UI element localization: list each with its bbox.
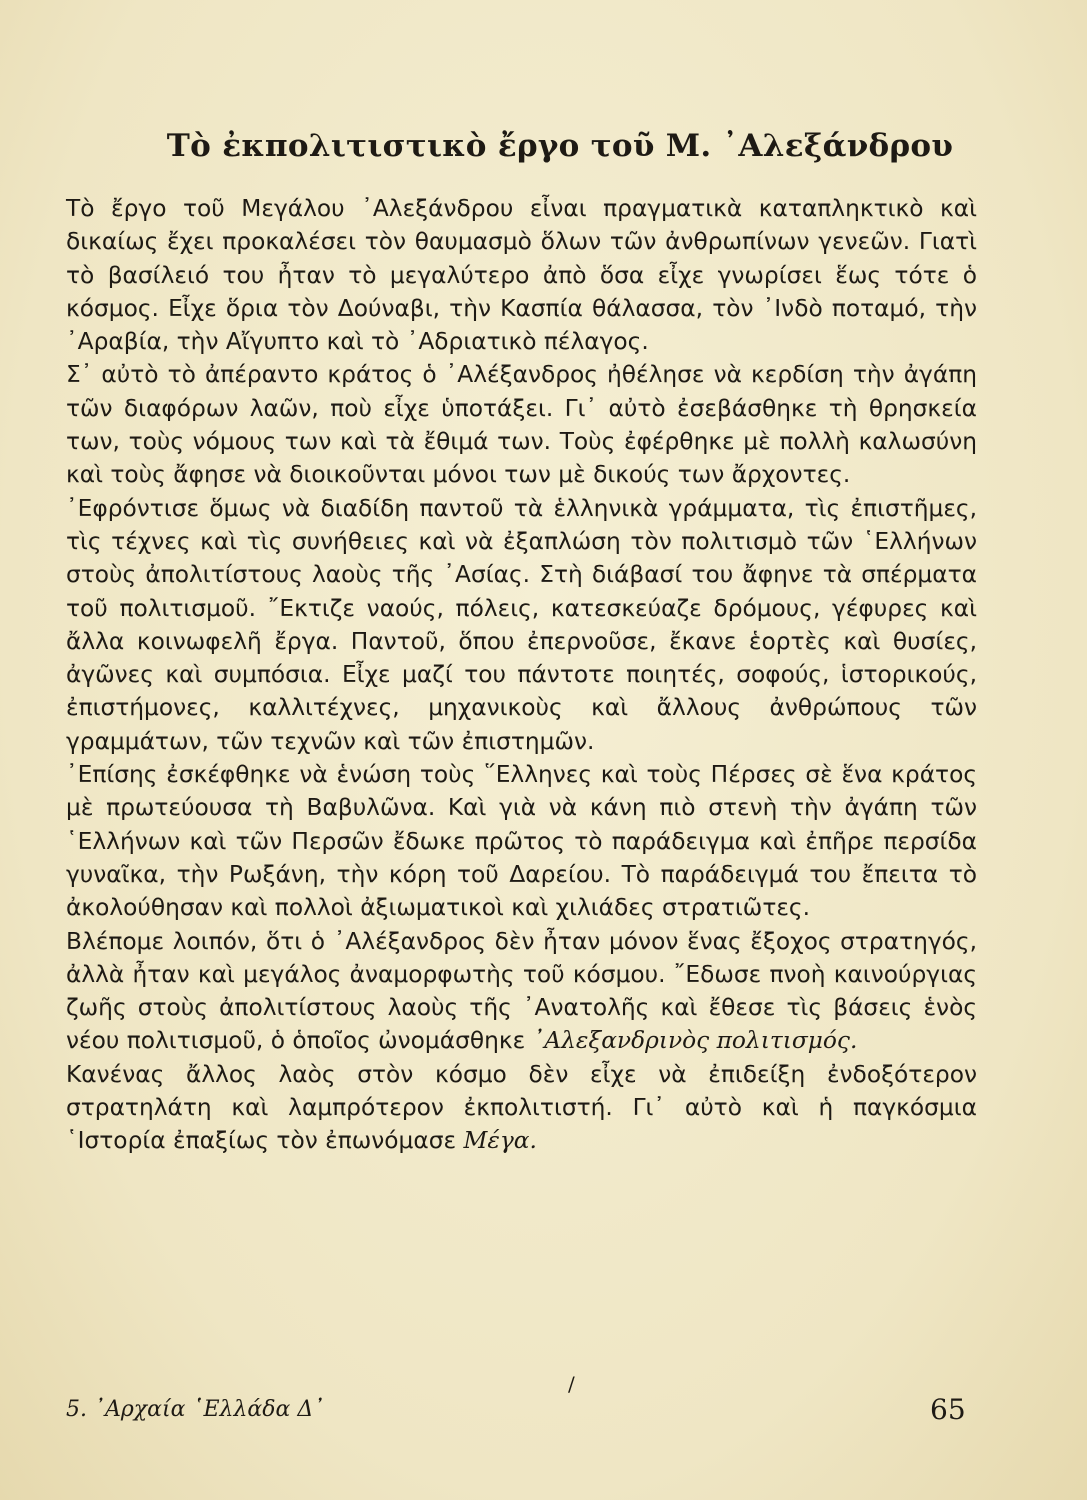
paragraph xyxy=(66,1058,977,1158)
paragraph-text: Βλέπομε λοιπόν, ὅτι ὁ ᾽Αλέξανδρος δὲν ἦταν μόνον ἕνας ἔξοχος στρατηγός, ἀλλὰ ἦταν καὶ μεγάλος ἀναμορφωτὴς τοῦ κόσμου. ῎Εδωσε πνοὴ καινούργιας ζωῆς στοὺς ἀπολιτίστους λαοὺς τῆς ᾽Ανατολῆς καὶ ἔθεσε τὶς βάσεις ἑνὸς νέου πολιτισμοῦ, ὁ ὁποῖος ὠνομάσθηκε xyxy=(66,927,977,1055)
paragraph-text: Κανένας ἄλλος λαὸς στὸν κόσμο δὲν εἶχε νὰ ἐπιδείξη ἐνδοξότερον στρατηλάτη καὶ λαμπρότερον ἐκπολιτιστή. Γι᾽ αὐτὸ καὶ ἡ παγκόσμια ῾Ιστορία ἐπαξίως τὸν ἐπωνόμασε xyxy=(66,1060,977,1155)
paragraph: Σ᾽ αὐτὸ τὸ ἀπέραντο κράτος ὁ ᾽Αλέξανδρος ἠθέλησε νὰ κερδίση τὴν ἀγάπη τῶν διαφόρων λαῶν, ποὺ εἶχε ὑποτάξει. Γι᾽ αὐτὸ ἐσεβάσθηκε τὴ θρησκεία των, τοὺς νόμους των καὶ τὰ ἔθιμά των. Τοὺς ἐφέρθηκε μὲ πολλὴ καλωσύνη καὶ τοὺς ἄφησε νὰ διοικοῦνται μόνοι των μὲ δικούς των ἄρχοντες. xyxy=(66,361,977,489)
pencil-mark: / xyxy=(568,1372,575,1396)
italic-term: ᾽Αλεξανδρινὸς πολιτισμός. xyxy=(532,1027,858,1055)
paragraph: Τὸ ἔργο τοῦ Μεγάλου ᾽Αλεξάνδρου εἶναι πραγματικὰ καταπληκτικὸ καὶ δικαίως ἔχει προκαλέσει τὸν θαυμασμὸ ὅλων τῶν ἀνθρωπίνων γενεῶν. Γιατὶ τὸ βασίλειό του ἦταν τὸ μεγαλύτερο ἀπὸ ὅσα εἶχε γνωρίσει ἕως τότε ὁ κόσμος. Εἶχε ὅρια τὸν Δούναβι, τὴν Κασπία θάλασσα, τὸν ᾽Ινδὸ ποταμό, τὴν ᾽Αραβία, τὴν Αἴγυπτο καὶ τὸ ᾽Αδριατικὸ πέλαγος. xyxy=(66,195,977,356)
page-title: Τὸ ἐκπολιτιστικὸ ἔργο τοῦ Μ. ᾽Αλεξάνδρου xyxy=(166,128,954,164)
footer-signature: 5. ᾽Αρχαία ῾Ελλάδα Δ᾽ xyxy=(66,1397,325,1422)
paragraph xyxy=(66,925,977,1058)
italic-term: Μέγα. xyxy=(463,1127,537,1155)
paragraph: ᾽Εφρόντισε ὅμως νὰ διαδίδη παντοῦ τὰ ἑλληνικὰ γράμματα, τὶς ἐπιστῆμες, τὶς τέχνες καὶ τὶς συνήθειες καὶ νὰ ἐξαπλώση τὸν πολιτισμὸ τῶν ῾Ελλήνων στοὺς ἀπολιτίστους λαοὺς τῆς ᾽Ασίας. Στὴ διάβασί του ἄφηνε τὰ σπέρματα τοῦ πολιτισμοῦ. ῎Εκτιζε ναούς, πόλεις, κατεσκεύαζε δρόμους, γέφυρες καὶ ἄλλα κοινωφελῆ ἔργα. Παντοῦ, ὅπου ἐπερνοῦσε, ἔκανε ἑορτὲς καὶ θυσίες, ἀγῶνες καὶ συμπόσια. Εἶχε μαζί του πάντοτε ποιητές, σοφούς, ἱστορικούς, ἐπιστήμονες, καλλιτέχνες, μηχανικοὺς καὶ ἄλλους ἀνθρώπους τῶν γραμμάτων, τῶν τεχνῶν καὶ τῶν ἐπιστημῶν. xyxy=(66,494,977,755)
page-number: 65 xyxy=(930,1393,966,1426)
paragraph: ᾽Επίσης ἐσκέφθηκε νὰ ἑνώση τοὺς ῞Ελληνες καὶ τοὺς Πέρσες σὲ ἕνα κράτος μὲ πρωτεύουσα τὴ Βαβυλῶνα. Καὶ γιὰ νὰ κάνη πιὸ στενὴ τὴν ἀγάπη τῶν ῾Ελλήνων καὶ τῶν Περσῶν ἔδωκε πρῶτος τὸ παράδειγμα καὶ ἐπῆρε περσίδα γυναῖκα, τὴν Ρωξάνη, τὴν κόρη τοῦ Δαρείου. Τὸ παράδειγμά του ἔπειτα τὸ ἀκολούθησαν καὶ πολλοὶ ἀξιωματικοὶ καὶ χιλιάδες στρατιῶτες. xyxy=(66,761,977,922)
body-text xyxy=(66,192,977,1158)
